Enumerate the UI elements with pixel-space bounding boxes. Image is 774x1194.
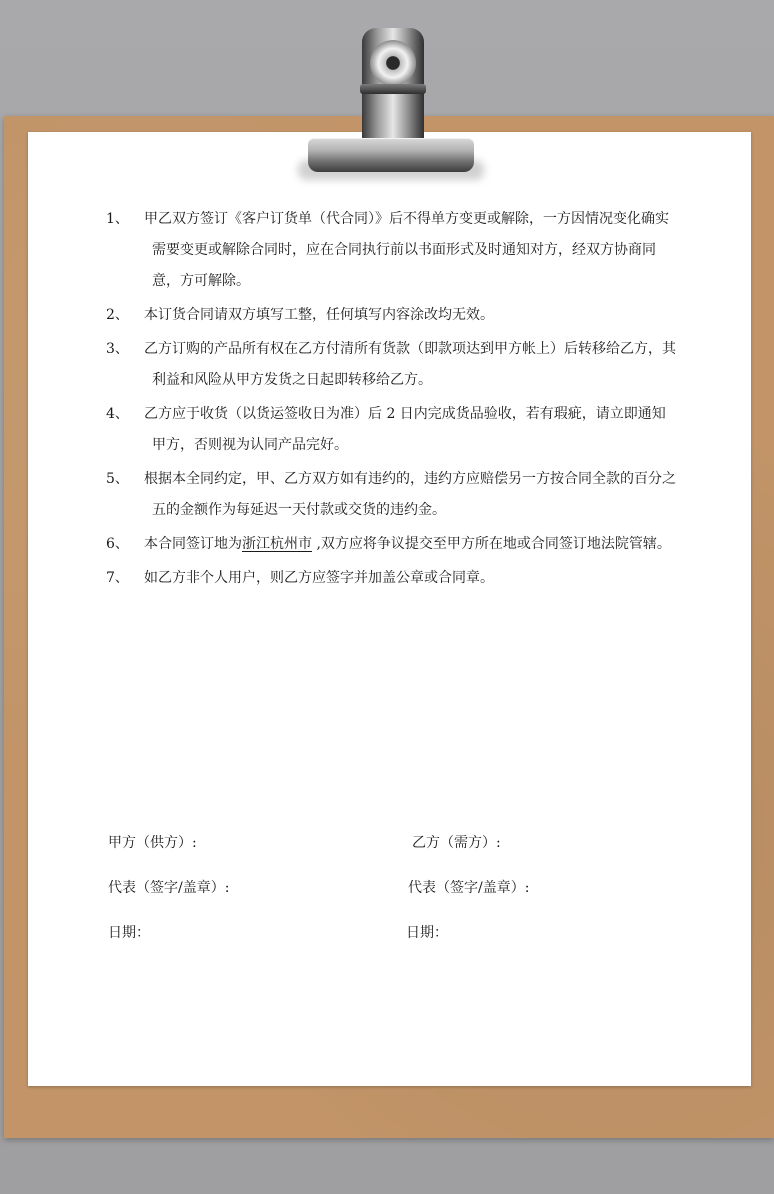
rep-b-label: 代表（签字/盖章）: — [408, 880, 530, 896]
party-a-label: 甲方（供方）: — [108, 835, 197, 851]
party-b-label: 乙方（需方）: — [412, 835, 501, 851]
clause-text: 如乙方非个人用户，则乙方应签字并加盖公章或合同章。 — [144, 570, 494, 586]
clip-hinge — [360, 84, 426, 94]
clause-text: 甲乙双方签订《客户订货单（代合同）》后不得单方变更或解除，一方因情况变化确实需要变更或解除合同时，应在合同执行前以书面形式及时通知对方，经双方协商同意，方可解除。 — [144, 211, 669, 289]
clause-7 — [106, 563, 676, 594]
clause-2 — [106, 300, 676, 331]
clause-text: 乙方订购的产品所有权在乙方付清所有货款（即款项达到甲方帐上）后转移给乙方，其利益和风险从甲方发货之日起即转移给乙方。 — [144, 341, 676, 388]
clause-number: 2、 — [106, 307, 129, 323]
clause-number: 3、 — [106, 341, 129, 357]
clause-number: 4、 — [106, 406, 129, 422]
clause-text-after: ,双方应将争议提交至甲方所在地或合同签订地法院管辖。 — [312, 536, 671, 552]
clause-6 — [106, 529, 676, 560]
clause-3 — [106, 334, 676, 396]
clause-5 — [106, 464, 676, 526]
clause-text: 乙方应于收货（以货运签收日为准）后 2 日内完成货品验收，若有瑕疵，请立即通知甲方，否则视为认同产品完好。 — [144, 406, 666, 453]
clause-number: 1、 — [106, 211, 129, 227]
clause-1 — [106, 204, 676, 297]
date-b-label: 日期： — [406, 925, 448, 941]
clause-number: 6、 — [106, 536, 129, 552]
date-a-label: 日期： — [108, 925, 150, 941]
clause-text: 本订货合同请双方填写工整，任何填写内容涂改均无效。 — [144, 307, 494, 323]
clause-number: 5、 — [106, 471, 129, 487]
clip-ring-icon — [370, 40, 416, 86]
rep-a-label: 代表（签字/盖章）: — [108, 880, 230, 896]
clause-4 — [106, 399, 676, 461]
contract-place: 浙江杭州市 — [242, 536, 312, 552]
contract-clauses — [106, 204, 676, 597]
clause-text: 根据本全同约定，甲、乙方双方如有违约的，违约方应赔偿另一方按合同全款的百分之五的金额作为每延迟一天付款或交货的违约金。 — [144, 471, 676, 518]
clause-text-before: 本合同签订地为 — [144, 536, 242, 552]
clip-plate — [308, 138, 474, 172]
clause-number: 7、 — [106, 570, 129, 586]
